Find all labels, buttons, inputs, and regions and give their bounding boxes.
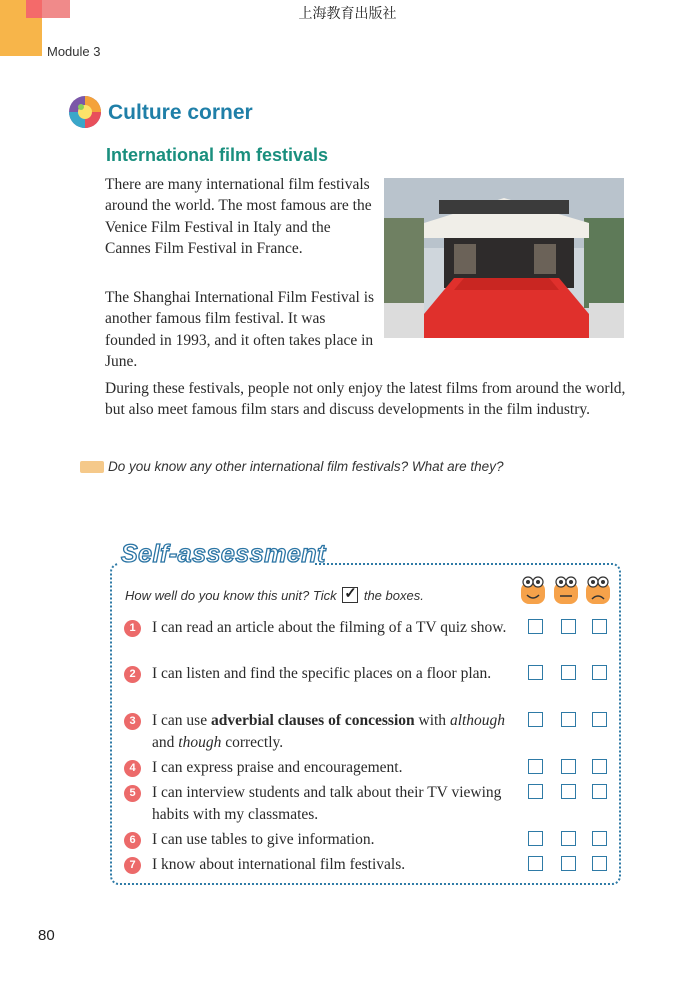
- checkbox-neutral[interactable]: [561, 784, 576, 799]
- checkbox-happy[interactable]: [528, 831, 543, 846]
- item-text-bold: adverbial clauses of concession: [210, 712, 415, 729]
- item-text-italic-1: although: [449, 712, 506, 729]
- checkbox-sad[interactable]: [592, 665, 607, 680]
- item-number: 4: [124, 760, 141, 777]
- checkbox-sad[interactable]: [592, 759, 607, 774]
- checkbox-neutral[interactable]: [561, 831, 576, 846]
- paragraph-3: During these festivals, people not only enjoy the latest films from around the world, but also meet famous film stars and discuss developments in the film industry.: [105, 380, 626, 419]
- item-text: I can use tables to give information.: [152, 831, 375, 848]
- checkbox-happy[interactable]: [528, 712, 543, 727]
- checkbox-happy[interactable]: [528, 784, 543, 799]
- self-assessment-instruction: [125, 587, 424, 603]
- discussion-question: Do you know any other international film festivals? What are they?: [108, 459, 504, 474]
- culture-corner-icon: [68, 95, 102, 129]
- item-text: I can interview students and talk about their TV viewing habits with my classmates.: [152, 784, 502, 823]
- item-text: I can express praise and encouragement.: [152, 759, 403, 776]
- checkbox-sad[interactable]: [592, 784, 607, 799]
- question-marker: [80, 461, 104, 473]
- instruction-text: How well do you know this unit? Tick: [125, 588, 337, 603]
- checkbox-sad[interactable]: [592, 831, 607, 846]
- self-assessment-title: Self-assessment: [121, 540, 326, 568]
- item-text: I can listen and find the specific places on a floor plan.: [152, 665, 492, 682]
- paragraph-2: The Shanghai International Film Festival is another famous film festival. It was founded in 1993, and it often takes place in June.: [105, 289, 375, 370]
- page-number: 80: [38, 927, 55, 944]
- item-number: 3: [124, 713, 141, 730]
- item-number: 7: [124, 857, 141, 874]
- item-text-end: correctly.: [221, 733, 284, 751]
- item-number: 6: [124, 832, 141, 849]
- checkbox-neutral[interactable]: [561, 619, 576, 634]
- item-number: 5: [124, 785, 141, 802]
- checkbox-sad[interactable]: [592, 619, 607, 634]
- checkbox-neutral[interactable]: [561, 665, 576, 680]
- item-number: 2: [124, 666, 141, 683]
- item-text-start: I can use: [152, 712, 211, 729]
- checkbox-neutral[interactable]: [561, 856, 576, 871]
- item-text-and: and: [152, 733, 179, 751]
- sad-face-icon: [586, 576, 610, 604]
- checkbox-happy[interactable]: [528, 619, 543, 634]
- section-title: International film festivals: [106, 145, 329, 165]
- culture-corner-title: Culture corner: [108, 101, 253, 124]
- instruction-text-end: the boxes.: [363, 588, 424, 603]
- item-text-italic-2: though: [178, 733, 222, 751]
- neutral-face-icon: [554, 576, 578, 604]
- checkbox-sad[interactable]: [592, 712, 607, 727]
- module-label: Module 3: [47, 44, 101, 59]
- film-festival-photo: [384, 178, 624, 338]
- item-text: I know about international film festivals.: [152, 856, 406, 873]
- checkbox-happy[interactable]: [528, 856, 543, 871]
- happy-face-icon: [521, 576, 545, 604]
- publisher-name: 上海教育出版社: [298, 6, 397, 22]
- checkbox-sad[interactable]: [592, 856, 607, 871]
- item-number: 1: [124, 620, 141, 637]
- checkbox-neutral[interactable]: [561, 759, 576, 774]
- item-text: I can read an article about the filming of a TV quiz show.: [152, 619, 507, 636]
- item-text-mid: with: [414, 712, 450, 729]
- checkbox-neutral[interactable]: [561, 712, 576, 727]
- checkbox-happy[interactable]: [528, 665, 543, 680]
- checkbox-happy[interactable]: [528, 759, 543, 774]
- paragraph-1: There are many international film festivals around the world. The most famous are the Venice Film Festival in Italy and the Cannes Film Festival in France.: [105, 176, 372, 257]
- item-text: [152, 710, 514, 753]
- tick-box-icon: [342, 587, 358, 603]
